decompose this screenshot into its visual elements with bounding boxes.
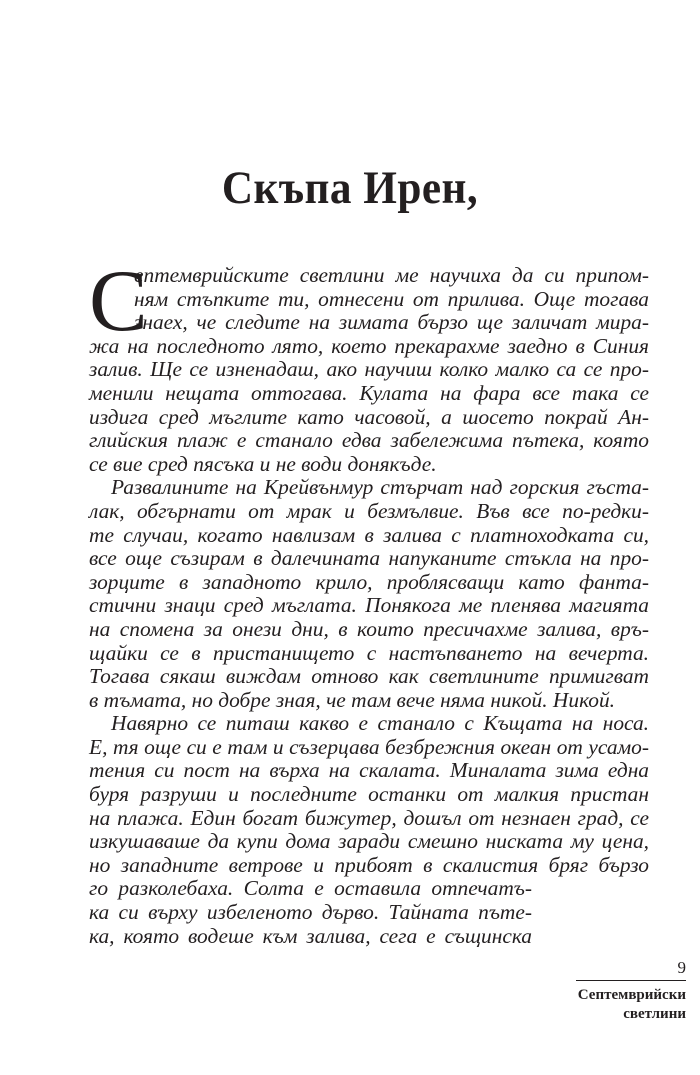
text-line: ням стъпките ти, отнесени от прилива. Още тогава: [134, 286, 649, 311]
drop-cap: С: [89, 253, 148, 350]
text-line: Е, тя още си е там и съзерцава безбрежния океан от усамо-: [89, 734, 649, 759]
text-line: ка си върху избеленото дърво. Тайната пъте-: [89, 900, 532, 925]
text-line: буря разруши и последните останки от малкия пристан: [89, 782, 649, 807]
text-line: менили нещата оттогава. Кулата на фара все така се: [89, 380, 649, 405]
text-line: щайки се в пристанището с настъпването на вечерта.: [89, 640, 649, 665]
text-line: все още съзирам в далечината напуканите стъкла на про-: [89, 546, 649, 571]
running-title-line: светлини: [623, 1006, 686, 1022]
text-line: в тъмата, но добре зная, че там вече няма никой. Никой.: [89, 687, 616, 712]
text-line: знаех, че следите на зимата бързо ще заличат мира-: [134, 310, 649, 335]
text-line: изкушаваше да купи дома заради смешно ниската му цена,: [89, 829, 649, 854]
text-line: зорците в западното крило, проблясващи като фанта-: [89, 569, 649, 594]
text-line: тения си пост на върха на скалата. Миналата зима една: [89, 758, 649, 783]
text-line: те случаи, когато навлизам в залива с платноходката си,: [89, 522, 649, 547]
text-line: на плажа. Един богат бижутер, дошъл от незнаен град, се: [89, 805, 649, 830]
page-title: Скъпа Ирен,: [221, 162, 479, 214]
text-line: ептемврийските светлини ме научиха да си припом-: [134, 263, 649, 287]
text-line: залив. Ще се изненадаш, ако научиш колко малко са се про-: [89, 357, 649, 382]
text-line: Навярно се питаш какво е станало с Къщата на носа.: [111, 711, 649, 736]
text-line: жа на последното лято, което прекарахме заедно в Синия: [89, 333, 649, 358]
text-line: на спомена за онези дни, в които пресичахме залива, връ-: [89, 616, 649, 641]
text-line: го разколебаха. Солта е оставила отпечатъ-: [89, 876, 532, 901]
text-line: Развалините на Крейвънмур стърчат над горския гъста-: [111, 475, 649, 500]
running-title: [576, 986, 686, 1024]
body-text: [89, 253, 649, 948]
text-line: ка, която водеше към залива, сега е същинска: [89, 923, 532, 948]
page-number: 9: [576, 959, 686, 981]
text-line: но западните ветрове и прибоят в скалистия бряг бързо: [89, 852, 649, 877]
text-line: лак, обгърнати от мрак и безмълвие. Във все по-редки-: [89, 498, 649, 523]
running-title-line: Септемврийски: [577, 987, 686, 1003]
text-line: издига сред мъглите като часовой, а шосето покрай Ан-: [89, 404, 649, 429]
text-line: глийския плаж е станало едва забележима пътека, която: [89, 428, 649, 453]
text-line: стични знаци сред мъглата. Понякога ме пленява магията: [89, 593, 649, 618]
text-line: Тогава сякаш виждам отново как светлините примигват: [89, 664, 649, 689]
text-line: се вие сред пясъка и не води донякъде.: [89, 451, 437, 476]
